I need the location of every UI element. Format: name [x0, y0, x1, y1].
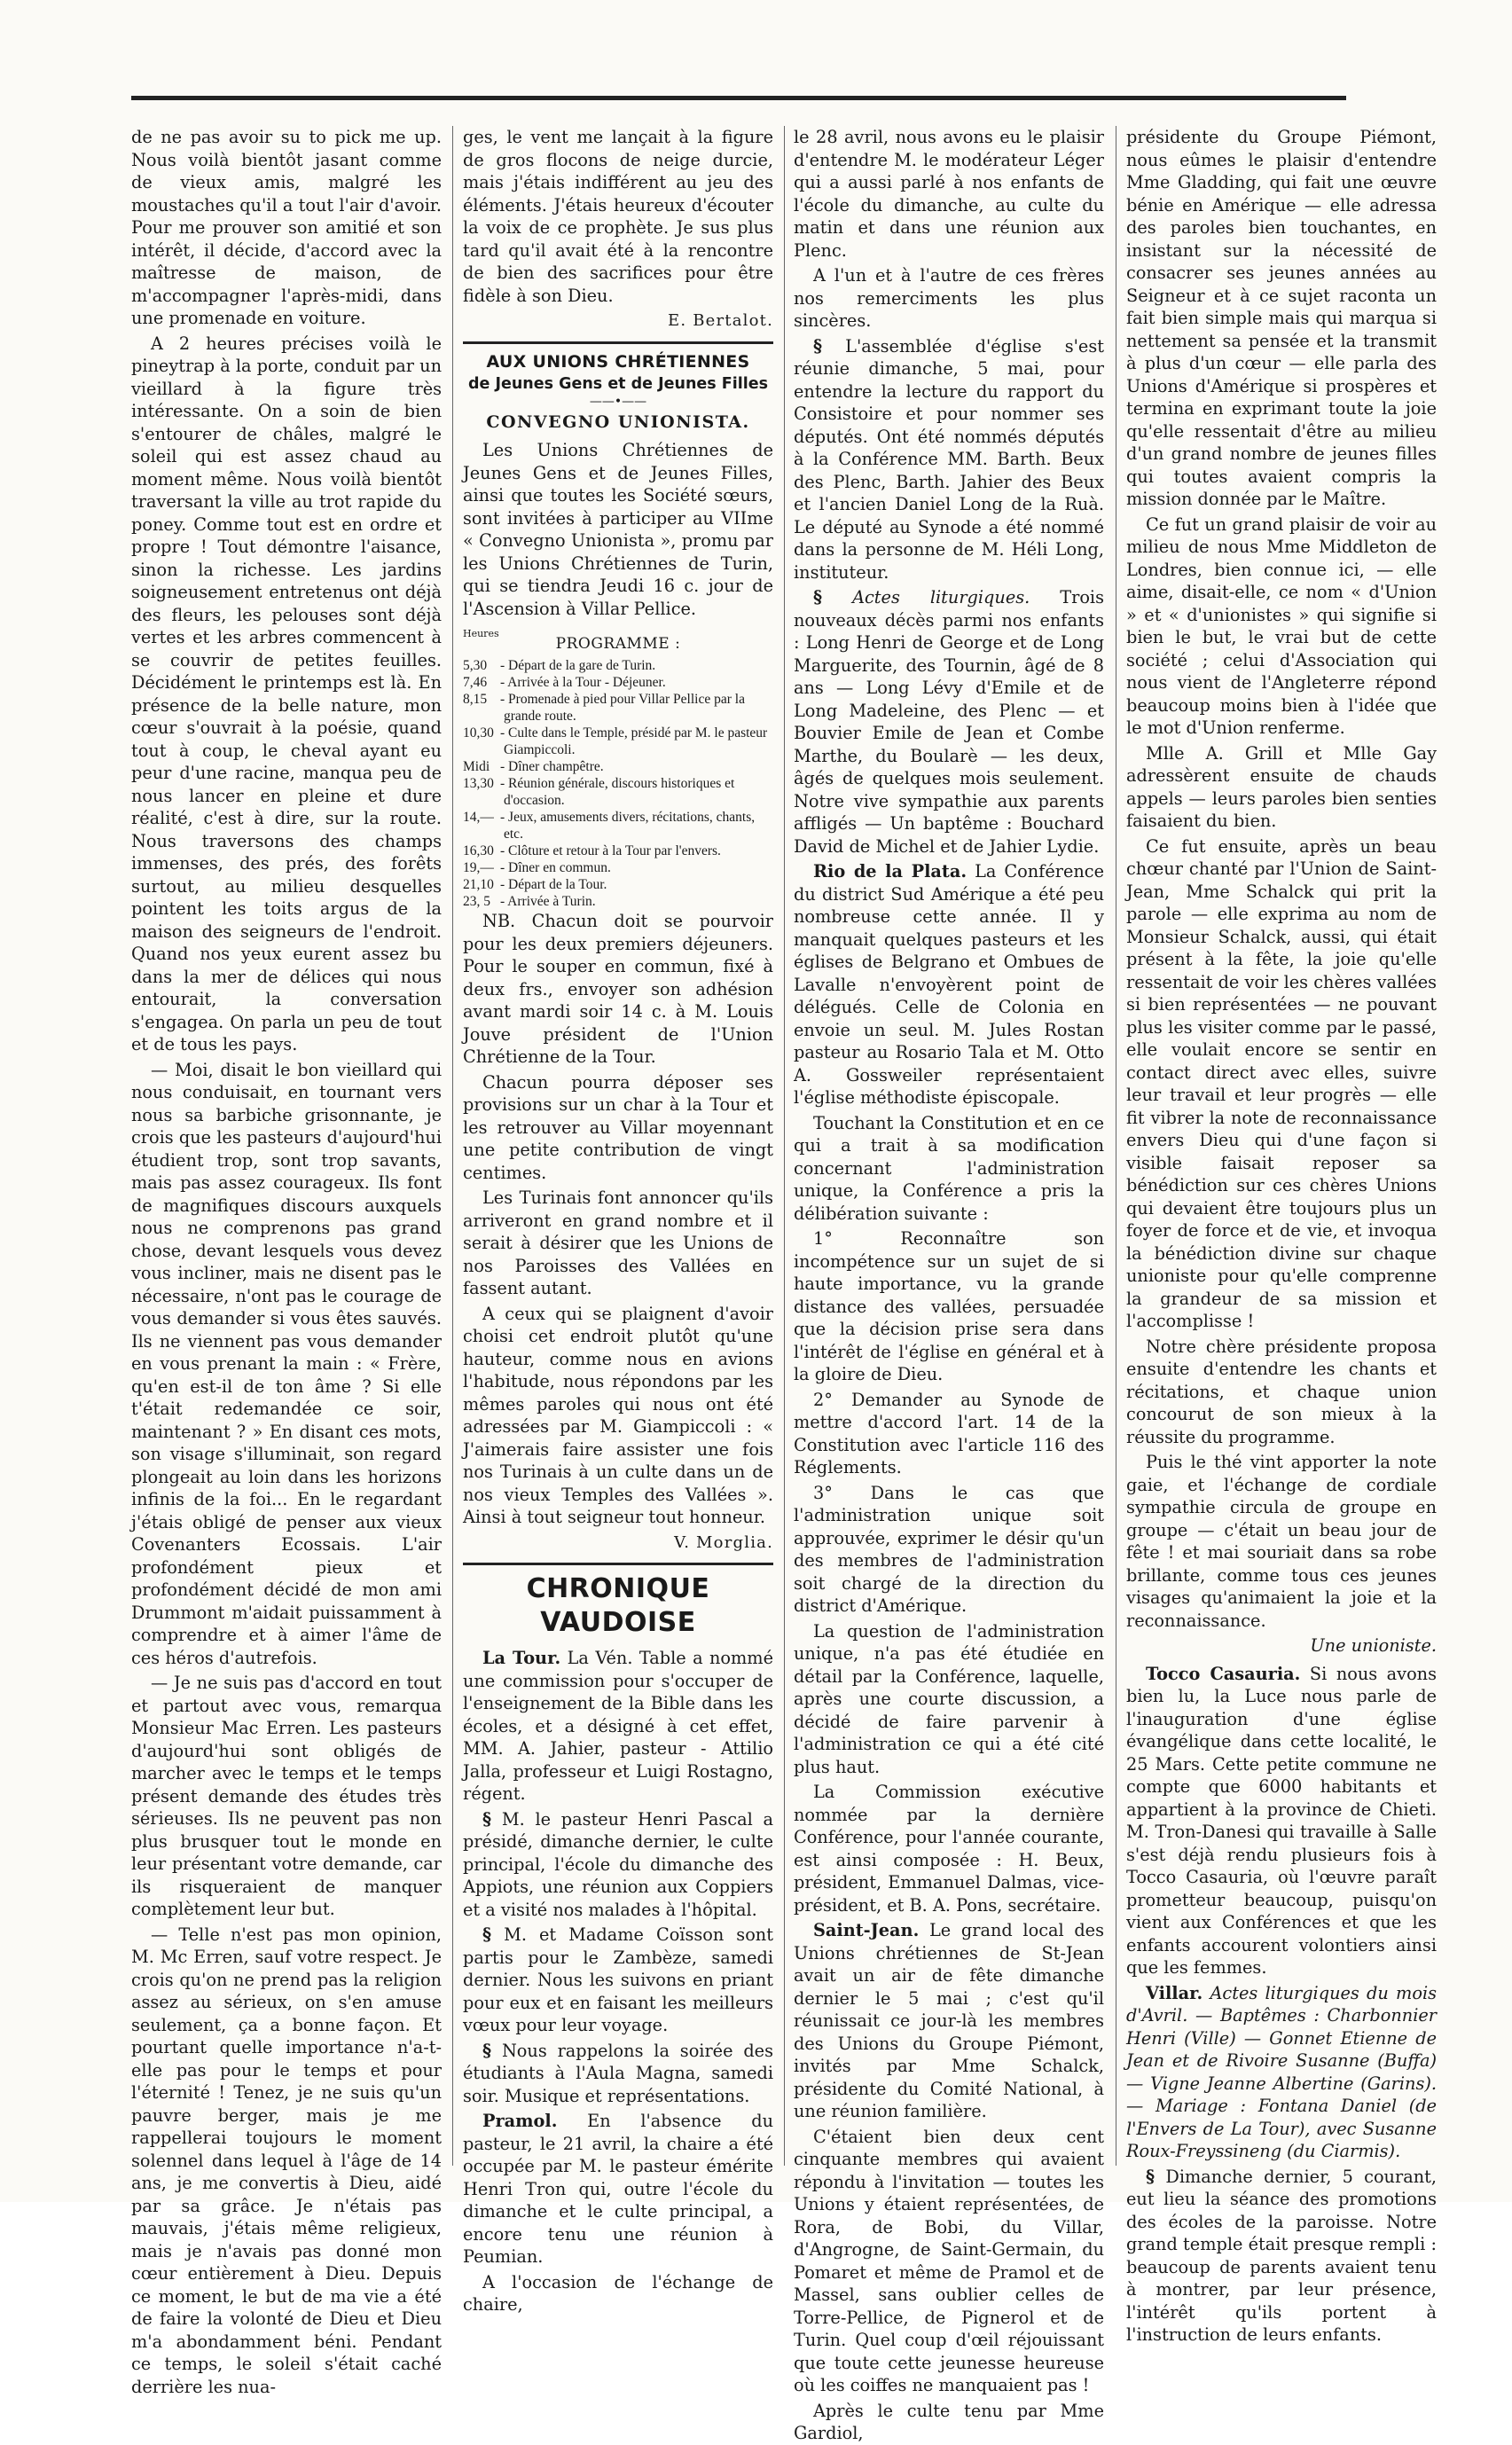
paragraph: La Commission exécutive nommée par la dernière Conférence, pour l'année courante, est ainsi composée : H. Beux, président, Emmanuel Dalmas, vice-président, et B. A. Pons, secrétaire. — [794, 1782, 1104, 1916]
section-heading-chronique: CHRONIQUE VAUDOISE — [526, 1573, 710, 1638]
paragraph: NB. Chacun doit se pourvoir pour les deux premiers déjeuners. Pour le souper en commun, fixé à deux frs., envoyer son adhésion avant mardi soir 14 c. à M. Louis Jouve président de l'Union Chrétienne de la Tour. — [463, 911, 773, 1067]
place-heading: La Tour. — [482, 1648, 561, 1668]
programme-row: 7,46 - Arrivée à la Tour - Déjeuner. — [463, 675, 666, 690]
section-mark: § — [813, 587, 823, 607]
place-heading: Pramol. — [482, 2111, 558, 2131]
paragraph: Chacun pourra déposer ses provisions sur un char à la Tour et les retrouver au Villar moyennant une petite contribution de vingt centimes. — [463, 1071, 773, 1183]
paragraph — [463, 1808, 773, 1922]
paragraph-text: La Conférence du district Sud Amérique a été peu nombreuse cette année. Il y manquait quelques pasteurs et les églises de Belgrano et Ombues de Lavalle n'envoyèrent point de délégués. Celle de Colonia en envoie un seul. M. Jules Rostan pasteur au Rosario Tala et M. Otto A. Gossweiler représentaient l'église méthodiste épiscopale. — [794, 861, 1104, 1108]
column-4 — [1126, 126, 1438, 2345]
paragraph — [463, 2040, 773, 2108]
italic-label: Actes liturgiques. — [852, 587, 1030, 607]
programme-row: 13,30 - Réunion générale, discours historiques et d'occasion. — [463, 776, 735, 808]
paragraph: Les Turinais font annoncer qu'ils arriveront en grand nombre et il serait à désirer que les Unions de nos Paroisses des Vallées en fassent autant. — [463, 1187, 773, 1298]
section-mark: § — [482, 1808, 492, 1830]
paragraph: Après le culte tenu par Mme Gardiol, — [794, 2400, 1104, 2443]
paragraph: — Je ne suis pas d'accord en tout et partout avec vous, remarqua Monsieur Mac Erren. Les pasteurs d'aujourd'hui sont obligés de marcher avec le temps et le temps présent demande des études très sérieuses. Ils ne peuvent pas non plus brusquer tout le monde en leur présentant votre demande, car ils risqueraient de manquer complètement leur but. — [131, 1673, 442, 1919]
paragraph — [794, 860, 1104, 1109]
paragraph: le 28 avril, nous avons eu le plaisir d'entendre M. le modérateur Léger qui a aussi parlé à nos enfants de l'école du dimanche, au culte du matin et dans une réunion aux Plenc. — [794, 127, 1104, 261]
ornament-divider: ——•—— — [589, 394, 647, 409]
paragraph: ges, le vent me lançait à la figure de gros flocons de neige durcie, mais j'étais indifférent au jeu des éléments. J'étais heureux d'écouter la voix de ce prophète. Je sus plus tard qu'il avait été à la rencontre de bien des sacrifices pour être fidèle à son Dieu. — [463, 127, 773, 306]
section-mark: § — [482, 2040, 492, 2061]
paragraph-text: M. et Madame Coïsson sont partis pour le Zambèze, samedi dernier. Nous les suivons en priant pour eux et en faisant les meilleurs vœux pour leur voyage. — [463, 1924, 773, 2035]
article-title: CONVEGNO UNIONISTA. — [486, 411, 750, 432]
paragraph-text: Trois nouveaux décès parmi nos enfants : Long Henri de George et de Long Marguerite, des Tournin, âgé de 8 ans — Long Lévy d'Emile et de Long Madeleine, des Plenc — et Bouvier Emile de Jean et Combe Marthe, du Boularè — les deux, âgés de quelques mois seulement. Notre vive sympathie aux parents affligés — Un baptême : Bouchard David de Michel et de Jahier Lydie. — [794, 587, 1104, 857]
paragraph: de ne pas avoir su to pick me up. Nous voilà bientôt jasant comme de vieux amis, malgré les moustaches qu'il a tout l'air d'avoir. Pour me prouver son amitié et son intérêt, il décide, d'accord avec la maîtresse de maison, de m'accompagner l'après-midi, dans une promenade en voiture. — [131, 127, 442, 328]
paragraph — [794, 335, 1104, 584]
paragraph-text: Si nous avons bien lu, la Luce nous parle de l'inauguration d'une église évangélique dans cette localité, le 25 Mars. Cette petite commune ne compte que 6000 habitants et appartient à la province de Chieti. M. Tron-Danesi qui travaille à Salle s'est déjà rendu plusieurs fois à Tocco Casauria, où l'œuvre paraît prometteur beaucoup, puisqu'on vient aux Conférences et que les enfants accourent volontiers ainsi que les femmes. — [1126, 1663, 1437, 1978]
place-heading: Tocco Casauria. — [1146, 1663, 1301, 1684]
programme-row: 19,— - Dîner en commun. — [463, 860, 611, 875]
place-heading: Saint-Jean. — [813, 1920, 920, 1940]
paragraph — [463, 1647, 773, 1806]
paragraph: 1° Reconnaître son incompétence sur un sujet de si haute importance, vu la grande distance des vallées, persuadée que la décision prise sera dans l'intérêt de l'église en général et à la gloire de Dieu. — [794, 1228, 1104, 1384]
section-rule — [463, 341, 773, 344]
programme-row: 5,30 - Départ de la gare de Turin. — [463, 658, 656, 673]
section-rule — [463, 1563, 773, 1565]
paragraph: Les Unions Chrétiennes de Jeunes Gens et de Jeunes Filles, ainsi que toutes les Société sœurs, sont invitées à participer au VIIme « Convegno Unionista », promu par les Unions Chrétiennes de Turin, qui se tiendra Jeudi 16 c. jour de l'Ascension à Villar Pellice. — [463, 440, 773, 619]
top-rule — [131, 96, 1346, 100]
section-heading: AUX UNIONS CHRÉTIENNES — [486, 351, 750, 372]
paragraph: A ceux qui se plaignent d'avoir choisi cet endroit plutôt qu'une hauteur, comme nous en avions l'habitude, nous répondons par les mêmes paroles qui nous ont été adressées par M. Giampiccoli : « J'aimerais faire assister une fois nos Turinais à un culte dans un de nos vieux Temples des Vallées ». Ainsi à tout seigneur tout honneur. — [463, 1303, 773, 1527]
paragraph: présidente du Groupe Piémont, nous eûmes le plaisir d'entendre Mme Gladding, qui fait une œuvre bénie en Amérique — elle adressa des paroles bien touchantes, en insistant sur la nécessité de consacrer ses jeunes années au Seigneur et à ce sujet raconta un fait bien simple mais qui marqua si nettement sa pensée et la transmit à plus d'un cœur — elle parla des Unions d'Amérique si prospères et termina en exprimant toute la joie qu'elle ressentait d'être au milieu d'un grand nombre de jeunes filles qui toutes avaient compris la mission donnée par le Maître. — [1126, 127, 1437, 509]
programme-row: 14,— - Jeux, amusements divers, récitations, chants, etc. — [463, 810, 756, 842]
paragraph: 3° Dans le cas que l'administration unique soit approuvée, exprimer le désir qu'un des membres de l'administration soit chargé de la direction du district d'Amérique. — [794, 1482, 1104, 1616]
paragraph-text: Actes liturgiques du mois d'Avril. — Baptêmes : Charbonnier Henri (Ville) — Gonnet Etienne de Jean et de Rivoire Susanne (Buffa) — Vigne Jeanne Albertine (Garins). — Mariage : Fontana Daniel (de l'Envers de La Tour), avec Susanne Roux-Freyssineng (du Ciarmis). — [1126, 1982, 1438, 2161]
paragraph: — Moi, disait le bon vieillard qui nous conduisait, en tournant vers nous sa barbiche grisonnante, je crois que les pasteurs d'aujourd'hui étudient trop, sont trop savants, mais pas assez courageux. Ils font de magnifiques discours auxquels nous ne comprenons pas grand chose, devant lesquels vous devez vous incliner, mais ne disent pas le nécessaire, n'ont pas le courage de vous demander si vous êtes sauvés. Ils ne viennent pas vous demander en vous prenant la main : « Frère, qu'en est-il de ton âme ? Si elle t'était redemandée ce soir, maintenant ? » En disant ces mots, son visage s'illuminait, son regard plongeait au loin dans les horizons infinis de la foi... En le regardant j'étais obligé de penser aux vieux Covenanters Ecossais. L'air profondément pieux et profondément décidé de mon ami Drummont m'aidait puissamment à comprendre et à aimer l'âme de ces héros d'autrefois. — [131, 1059, 442, 1668]
programme-hours-label: Heures — [463, 628, 499, 639]
paragraph: Ce fut un grand plaisir de voir au milieu de nous Mme Middleton de Londres, bien connue ici, — elle aime, disait-elle, ce nom « d'Union » et « d'unionistes » qui signifie si bien le but, le vrai but de cette société ; celui d'Association qui nous vient de l'Angleterre répond beaucoup moins bien à l'idée que le mot d'Union renferme. — [1126, 513, 1437, 738]
section-mark: § — [813, 335, 823, 357]
paragraph-text: La Vén. Table a nommé une commission pour s'occuper de l'enseignement de la Bible dans les écoles, et a désigné à cet effet, MM. A. Jahier, pasteur - Attilio Jalla, professeur et Luigi Rostagno, régent. — [463, 1648, 773, 1804]
paragraph: Ce fut ensuite, après un beau chœur chanté par l'Union de Saint-Jean, Mme Schalck qui prit la parole — elle exprima au nom de Monsieur Schalck, aussi, qui était présent à la fête, la joie qu'elle ressentait de voir les chères vallées si bien représentées — ne pouvant plus les visiter comme par le passé, elle voulait encore se sentir en contact direct avec elles, suivre leur travail et leur progrès — elle fit vibrer la note de reconnaissance envers Dieu qui d'une façon si visible faisait reposer sa bénédiction sur ces chères Unions qui devaient être toujours plus un foyer de force et de vie, et invoqua la bénédiction divine sur chaque unioniste pour qu'elle comprenne la grandeur de sa mission et l'accomplisse ! — [1126, 835, 1437, 1331]
paragraph-text: Dimanche dernier, 5 courant, eut lieu la séance des promotions des écoles de la paroisse. Notre grand temple était presque rempli : beaucoup de parents avaient tenu à montrer, par leur présence, l'intérêt qu'ils portent à l'instruction de leurs enfants. — [1126, 2166, 1437, 2345]
signature: Une unioniste. — [1310, 1635, 1437, 1656]
paragraph — [794, 586, 1104, 858]
signature: E. Bertalot. — [668, 311, 773, 330]
programme-row: 23, 5 - Arrivée à Turin. — [463, 894, 596, 909]
paragraph: La question de l'administration unique, n'a pas été étudiée en détail par la Conférence, laquelle, après une courte discussion, a décidé de faire parvenir à l'administration ce qui a été cité plus haut. — [794, 1620, 1104, 1777]
programme-row: 8,15 - Promenade à pied pour Villar Pellice par la grande route. — [463, 692, 745, 724]
column-1 — [131, 126, 442, 2397]
programme-list — [463, 657, 773, 910]
column-3 — [794, 126, 1104, 2443]
column-divider — [452, 126, 453, 2166]
paragraph: Puis le thé vint apporter la note gaie, et l'échange de cordiale sympathie circula de groupe en groupe — c'était un beau jour de fête ! et mai souriait dans sa robe brillante, comme tous ces jeunes visages qu'animaient la joie et la reconnaissance. — [1126, 1452, 1437, 1631]
signature: V. Morglia. — [674, 1532, 773, 1552]
section-mark: § — [1146, 2166, 1156, 2187]
section-subheading: de Jeunes Gens et de Jeunes Filles — [467, 374, 769, 393]
paragraph — [1126, 1663, 1437, 1979]
section-mark: § — [482, 1924, 492, 1945]
place-heading: Rio de la Plata. — [813, 861, 968, 882]
paragraph-text: M. le pasteur Henri Pascal a présidé, dimanche dernier, le culte principal, l'école du dimanche des Appiots, une réunion aux Coppiers et a visité nos malades à l'hôpital. — [463, 1808, 773, 1920]
paragraph — [1126, 2166, 1437, 2347]
paragraph-text: Nous rappelons la soirée des étudiants à l'Aula Magna, samedi soir. Musique et représentations. — [463, 2040, 773, 2106]
programme-title: PROGRAMME : — [555, 634, 681, 653]
paragraph: Notre chère présidente proposa ensuite d'entendre les chants et récitations, et chaque union concourut de son mieux à la réussite du programme. — [1126, 1336, 1437, 1447]
paragraph — [794, 1919, 1104, 2123]
column-2 — [463, 126, 773, 2315]
paragraph-text: Le grand local des Unions chrétiennes de St-Jean avait un air de fête dimanche dernier le 5 mai ; c'est qu'il réunissait ce jour-là les membres des Unions du Groupe Piémont, invités par Mme Schalck, présidente du Comité National, à une réunion familière. — [794, 1920, 1104, 2121]
paragraph: A l'occasion de l'échange de chaire, — [463, 2271, 773, 2315]
paragraph-text: L'assemblée d'église s'est réunie dimanche, 5 mai, pour entendre la lecture du rapport du Consistoire et pour nommer ses députés. Ont été nommés députés à la Conférence MM. Barth. Beux des Plenc, Barth. Jahier des Beux et l'ancien Daniel Long de la Ruà. Le député au Synode a été nommé dans la personne de M. Héli Long, instituteur. — [794, 335, 1104, 583]
paragraph: 2° Demander au Synode de mettre d'accord l'art. 14 de la Constitution avec l'article 116 des Réglements. — [794, 1389, 1104, 1477]
paragraph — [463, 1924, 773, 2037]
paragraph: Mlle A. Grill et Mlle Gay adressèrent ensuite de chauds appels — leurs paroles bien senties faisaient du bien. — [1126, 742, 1437, 831]
programme-row: 21,10 - Départ de la Tour. — [463, 877, 607, 892]
paragraph — [463, 2110, 773, 2269]
programme-row: Midi - Dîner champêtre. — [463, 759, 604, 774]
paragraph-text: En l'absence du pasteur, le 21 avril, la chaire a été occupée par M. le pasteur émérite Henri Tron qui, outre l'école du dimanche et le culte principal, a encore tenu une réunion à Peumian. — [463, 2111, 773, 2267]
paragraph — [1126, 1982, 1437, 2163]
paragraph: A 2 heures précises voilà le pineytrap à la porte, conduit par un vieillard à la figure très intéressante. On a soin de bien s'entourer de châles, malgré le soleil qui est assez chaud au moment même. Nous voilà bientôt traversant la ville au trot rapide du poney. Comme tout est en ordre et propre ! Tout démontre l'aisance, sinon la richesse. Les jardins soigneusement entretenus ont déjà des fleurs, les pelouses sont déjà vertes et les arbres commencent à se couvrir de petites feuilles. Décidément le printemps est là. En présence de la belle nature, mon cœur s'ouvrait à la poésie, quand tout à coup, le cheval ayant eu peur d'une racine, manqua peu de nous lancer en pleine et dure réalité, c'est à dire, sur la route. Nous traversons des champs immenses, des prés, des forêts surtout, au milieu desquelles pointent les toits argus de la maison des seigneurs de l'endroit. Quand nos yeux eurent assez bu dans la mer de délices qui nous entourait, la conversation s'engagea. On parla un peu de tout et de tous les pays. — [131, 333, 442, 1054]
paragraph: Touchant la Constitution et en ce qui a trait à sa modification concernant l'administration unique, la Conférence a pris la délibération suivante : — [794, 1112, 1104, 1224]
column-divider — [784, 126, 785, 2166]
paragraph: A l'un et à l'autre de ces frères nos remerciments les plus sincères. — [794, 265, 1104, 331]
paragraph: C'étaient bien deux cent cinquante membres qui avaient répondu à l'invitation — toutes les Unions y étaient représentées, de Rora, de Bobi, du Villar, d'Angrogne, de Saint-Germain, du Pomaret et même de Pramol et de Massel, sans oublier celles de Torre-Pellice, de Pignerol et de Turin. Quel coup d'œil réjouissant que toute cette jeunesse heureuse où les coiffes ne manquaient pas ! — [794, 2126, 1104, 2395]
paragraph: — Telle n'est pas mon opinion, M. Mc Erren, sauf votre respect. Je crois qu'on ne prend pas la religion assez au sérieux, on s'en amuse seulement, ça a bonne façon. Et pourtant quelle importance n'a-t-elle pas pour le temps et pour l'éternité ! Tenez, je ne suis qu'un pauvre berger, mais je me rappellerai toujours le moment solennel dans lequel à l'âge de 14 ans, je me convertis à Dieu, aidé par sa grâce. Je n'étais pas mauvais, j'étais même religieux, mais je n'avais pas donné mon cœur entièrement à Dieu. Depuis ce moment, le but de ma vie a été de faire la volonté de Dieu et Dieu m'a abondamment béni. Pendant ce temps, le soleil s'était caché derrière les nua- — [131, 1924, 442, 2397]
place-heading: Villar. — [1146, 1982, 1203, 2003]
programme-row: 16,30 - Clôture et retour à la Tour par l'envers. — [463, 843, 721, 858]
programme-row: 10,30 - Culte dans le Temple, présidé par M. le pasteur Giampiccoli. — [463, 725, 768, 757]
